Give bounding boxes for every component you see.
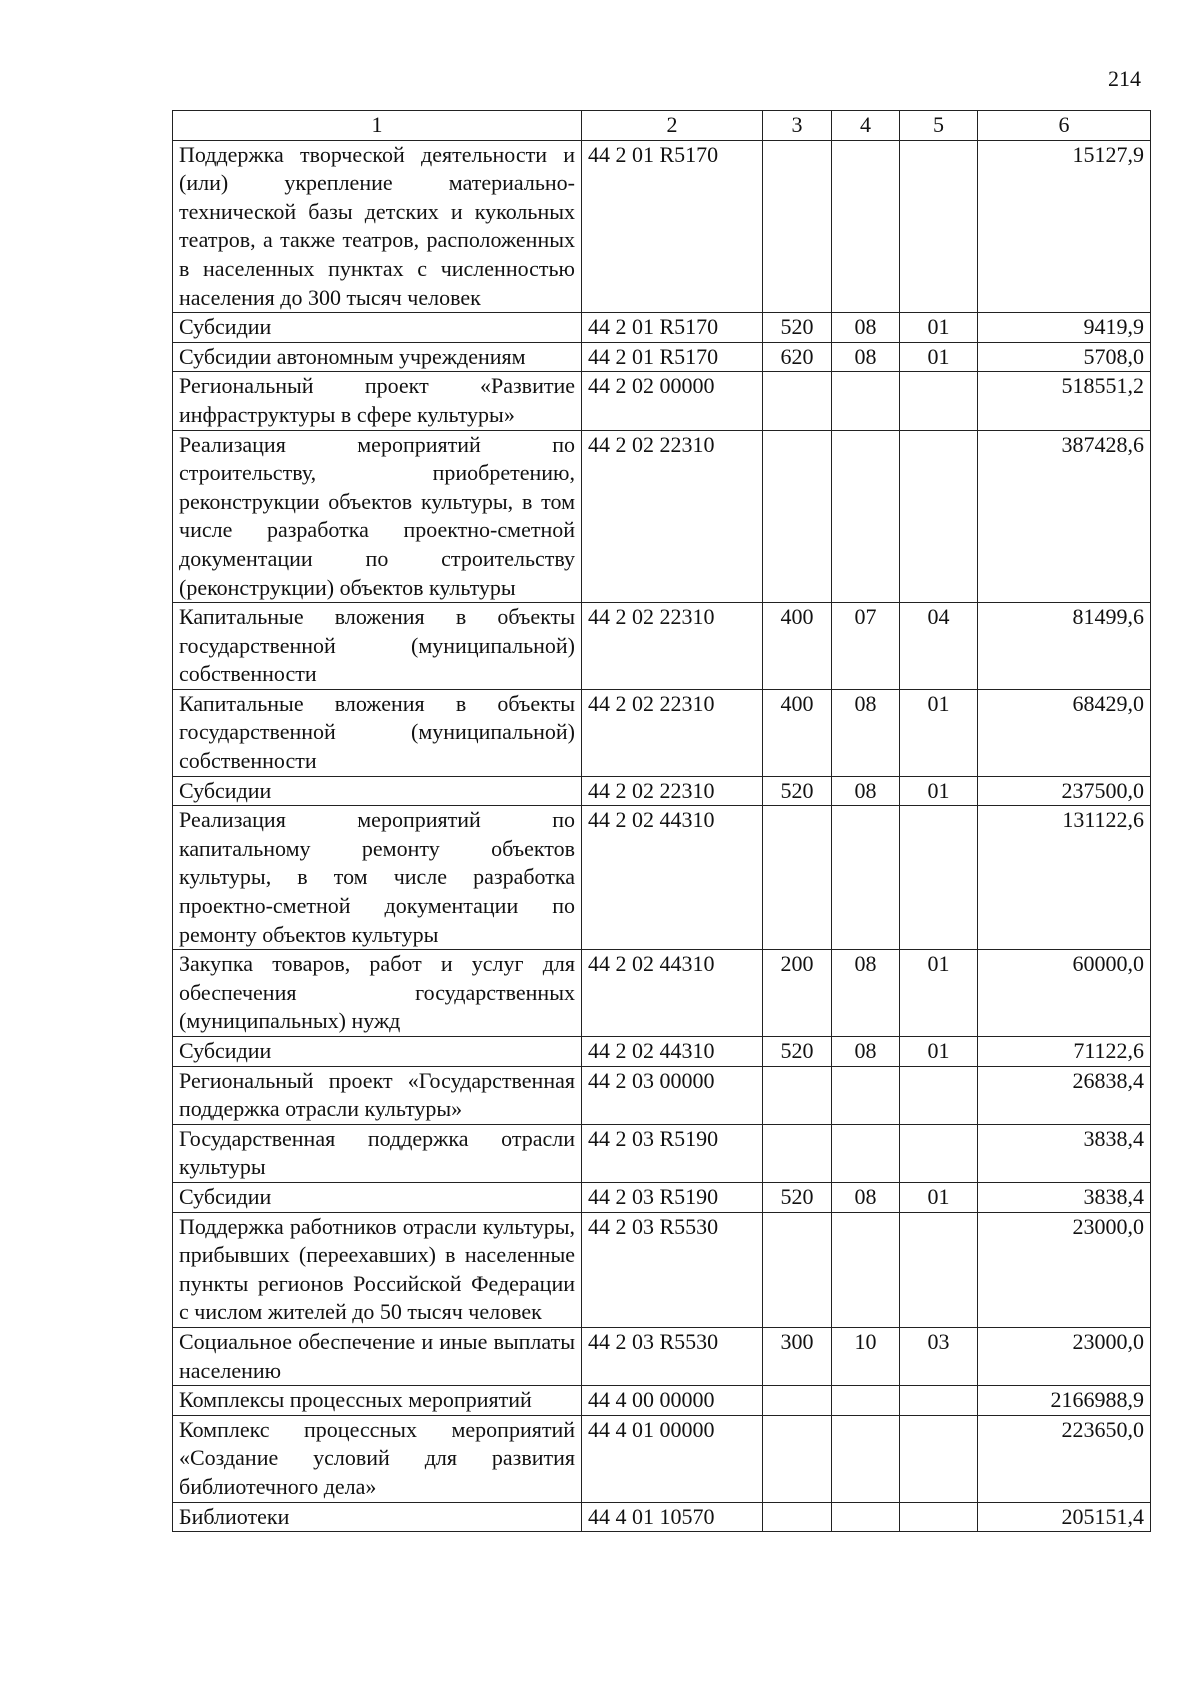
budget-code-cell: 44 2 02 22310: [582, 776, 763, 806]
row-name-cell: Библиотеки: [173, 1502, 582, 1532]
column-3-cell: [763, 1124, 832, 1182]
column-header-4: 4: [832, 111, 900, 141]
column-3-cell: 620: [763, 342, 832, 372]
amount-cell: 9419,9: [978, 313, 1151, 343]
column-5-cell: 01: [900, 689, 978, 776]
column-5-cell: 01: [900, 776, 978, 806]
amount-cell: 223650,0: [978, 1415, 1151, 1502]
table-row: [173, 603, 1151, 690]
amount-cell: 71122,6: [978, 1037, 1151, 1067]
amount-cell: 237500,0: [978, 776, 1151, 806]
column-3-cell: 400: [763, 603, 832, 690]
column-5-cell: [900, 430, 978, 603]
column-header-6: 6: [978, 111, 1151, 141]
amount-cell: 205151,4: [978, 1502, 1151, 1532]
column-4-cell: 10: [832, 1327, 900, 1385]
row-name-cell: Закупка товаров, работ и услуг для обеспечения государственных (муниципальных) нужд: [173, 950, 582, 1037]
column-3-cell: 520: [763, 313, 832, 343]
amount-cell: 387428,6: [978, 430, 1151, 603]
table-row: [173, 1066, 1151, 1124]
column-4-cell: [832, 1124, 900, 1182]
column-4-cell: 08: [832, 1037, 900, 1067]
budget-code-cell: 44 2 02 22310: [582, 430, 763, 603]
row-name-cell: Субсидии: [173, 313, 582, 343]
column-5-cell: 01: [900, 1182, 978, 1212]
table-row: [173, 430, 1151, 603]
table-header-row: [173, 111, 1151, 141]
column-4-cell: [832, 372, 900, 430]
row-name-cell: Реализация мероприятий по капитальному ремонту объектов культуры, в том числе разработка проектно-сметной документации по ремонту объектов культуры: [173, 806, 582, 950]
column-5-cell: [900, 1502, 978, 1532]
amount-cell: 5708,0: [978, 342, 1151, 372]
table-row: [173, 1182, 1151, 1212]
amount-cell: 60000,0: [978, 950, 1151, 1037]
row-name-cell: Комплекс процессных мероприятий «Создание условий для развития библиотечного дела»: [173, 1415, 582, 1502]
amount-cell: 26838,4: [978, 1066, 1151, 1124]
amount-cell: 68429,0: [978, 689, 1151, 776]
column-4-cell: [832, 430, 900, 603]
table-row: [173, 342, 1151, 372]
column-4-cell: 08: [832, 950, 900, 1037]
page-number: 214: [1108, 66, 1141, 91]
column-5-cell: 03: [900, 1327, 978, 1385]
column-5-cell: [900, 806, 978, 950]
column-5-cell: [900, 1415, 978, 1502]
column-4-cell: [832, 1066, 900, 1124]
column-4-cell: [832, 1502, 900, 1532]
column-4-cell: 08: [832, 342, 900, 372]
column-3-cell: [763, 1066, 832, 1124]
table-row: [173, 776, 1151, 806]
budget-code-cell: 44 2 03 R5530: [582, 1327, 763, 1385]
table-row: [173, 689, 1151, 776]
column-3-cell: 300: [763, 1327, 832, 1385]
table-row: [173, 806, 1151, 950]
row-name-cell: Субсидии: [173, 1182, 582, 1212]
table-row: [173, 1502, 1151, 1532]
row-name-cell: Поддержка творческой деятельности и (или) укрепление материально-технической базы детских и кукольных театров, а также театров, расположенных в населенных пунктах с численностью населения до 300 тысяч человек: [173, 140, 582, 313]
budget-code-cell: 44 4 01 00000: [582, 1415, 763, 1502]
column-4-cell: [832, 1386, 900, 1416]
column-3-cell: [763, 372, 832, 430]
column-3-cell: 520: [763, 1037, 832, 1067]
column-5-cell: 01: [900, 342, 978, 372]
column-4-cell: [832, 1212, 900, 1327]
amount-cell: 23000,0: [978, 1327, 1151, 1385]
budget-code-cell: 44 2 03 R5190: [582, 1182, 763, 1212]
row-name-cell: Капитальные вложения в объекты государственной (муниципальной) собственности: [173, 689, 582, 776]
table-row: [173, 140, 1151, 313]
row-name-cell: Комплексы процессных мероприятий: [173, 1386, 582, 1416]
amount-cell: 81499,6: [978, 603, 1151, 690]
table-row: [173, 313, 1151, 343]
budget-code-cell: 44 2 02 44310: [582, 806, 763, 950]
amount-cell: 3838,4: [978, 1182, 1151, 1212]
column-4-cell: 08: [832, 313, 900, 343]
column-4-cell: 08: [832, 776, 900, 806]
row-name-cell: Субсидии: [173, 776, 582, 806]
column-3-cell: [763, 140, 832, 313]
budget-code-cell: 44 2 01 R5170: [582, 313, 763, 343]
budget-table: [172, 110, 1151, 1532]
row-name-cell: Субсидии: [173, 1037, 582, 1067]
row-name-cell: Региональный проект «Развитие инфраструктуры в сфере культуры»: [173, 372, 582, 430]
column-5-cell: [900, 1386, 978, 1416]
amount-cell: 23000,0: [978, 1212, 1151, 1327]
column-3-cell: [763, 1212, 832, 1327]
row-name-cell: Капитальные вложения в объекты государственной (муниципальной) собственности: [173, 603, 582, 690]
table-row: [173, 1212, 1151, 1327]
column-3-cell: 520: [763, 1182, 832, 1212]
column-5-cell: [900, 140, 978, 313]
column-3-cell: [763, 430, 832, 603]
row-name-cell: Региональный проект «Государственная поддержка отрасли культуры»: [173, 1066, 582, 1124]
budget-code-cell: 44 2 02 00000: [582, 372, 763, 430]
column-5-cell: 01: [900, 313, 978, 343]
column-header-5: 5: [900, 111, 978, 141]
budget-code-cell: 44 2 02 44310: [582, 950, 763, 1037]
row-name-cell: Поддержка работников отрасли культуры, прибывших (переехавших) в населенные пункты регионов Российской Федерации с числом жителей до 50 тысяч человек: [173, 1212, 582, 1327]
column-5-cell: 04: [900, 603, 978, 690]
table-row: [173, 950, 1151, 1037]
column-header-3: 3: [763, 111, 832, 141]
amount-cell: 131122,6: [978, 806, 1151, 950]
column-header-1: 1: [173, 111, 582, 141]
budget-code-cell: 44 2 02 22310: [582, 603, 763, 690]
column-4-cell: [832, 140, 900, 313]
amount-cell: 3838,4: [978, 1124, 1151, 1182]
column-4-cell: [832, 1415, 900, 1502]
column-3-cell: [763, 1415, 832, 1502]
column-5-cell: [900, 1066, 978, 1124]
amount-cell: 15127,9: [978, 140, 1151, 313]
column-header-2: 2: [582, 111, 763, 141]
column-3-cell: [763, 1386, 832, 1416]
budget-code-cell: 44 2 03 00000: [582, 1066, 763, 1124]
row-name-cell: Субсидии автономным учреждениям: [173, 342, 582, 372]
budget-code-cell: 44 2 02 22310: [582, 689, 763, 776]
budget-code-cell: 44 2 03 R5190: [582, 1124, 763, 1182]
table-row: [173, 1386, 1151, 1416]
row-name-cell: Социальное обеспечение и иные выплаты населению: [173, 1327, 582, 1385]
budget-code-cell: 44 4 00 00000: [582, 1386, 763, 1416]
table-row: [173, 1037, 1151, 1067]
row-name-cell: Реализация мероприятий по строительству, приобретению, реконструкции объектов культуры, в том числе разработка проектно-сметной документации по строительству (реконструкции) объектов культуры: [173, 430, 582, 603]
table-body: [173, 140, 1151, 1532]
table-row: [173, 1415, 1151, 1502]
amount-cell: 518551,2: [978, 372, 1151, 430]
table-row: [173, 1124, 1151, 1182]
column-4-cell: 08: [832, 689, 900, 776]
column-5-cell: [900, 1124, 978, 1182]
budget-code-cell: 44 2 02 44310: [582, 1037, 763, 1067]
column-4-cell: 07: [832, 603, 900, 690]
column-3-cell: 200: [763, 950, 832, 1037]
column-4-cell: [832, 806, 900, 950]
budget-code-cell: 44 4 01 10570: [582, 1502, 763, 1532]
row-name-cell: Государственная поддержка отрасли культуры: [173, 1124, 582, 1182]
column-3-cell: [763, 1502, 832, 1532]
column-3-cell: 400: [763, 689, 832, 776]
column-5-cell: 01: [900, 950, 978, 1037]
column-3-cell: 520: [763, 776, 832, 806]
column-5-cell: [900, 1212, 978, 1327]
budget-code-cell: 44 2 01 R5170: [582, 140, 763, 313]
budget-code-cell: 44 2 01 R5170: [582, 342, 763, 372]
column-5-cell: 01: [900, 1037, 978, 1067]
table-row: [173, 372, 1151, 430]
column-4-cell: 08: [832, 1182, 900, 1212]
amount-cell: 2166988,9: [978, 1386, 1151, 1416]
table-row: [173, 1327, 1151, 1385]
budget-code-cell: 44 2 03 R5530: [582, 1212, 763, 1327]
column-3-cell: [763, 806, 832, 950]
column-5-cell: [900, 372, 978, 430]
